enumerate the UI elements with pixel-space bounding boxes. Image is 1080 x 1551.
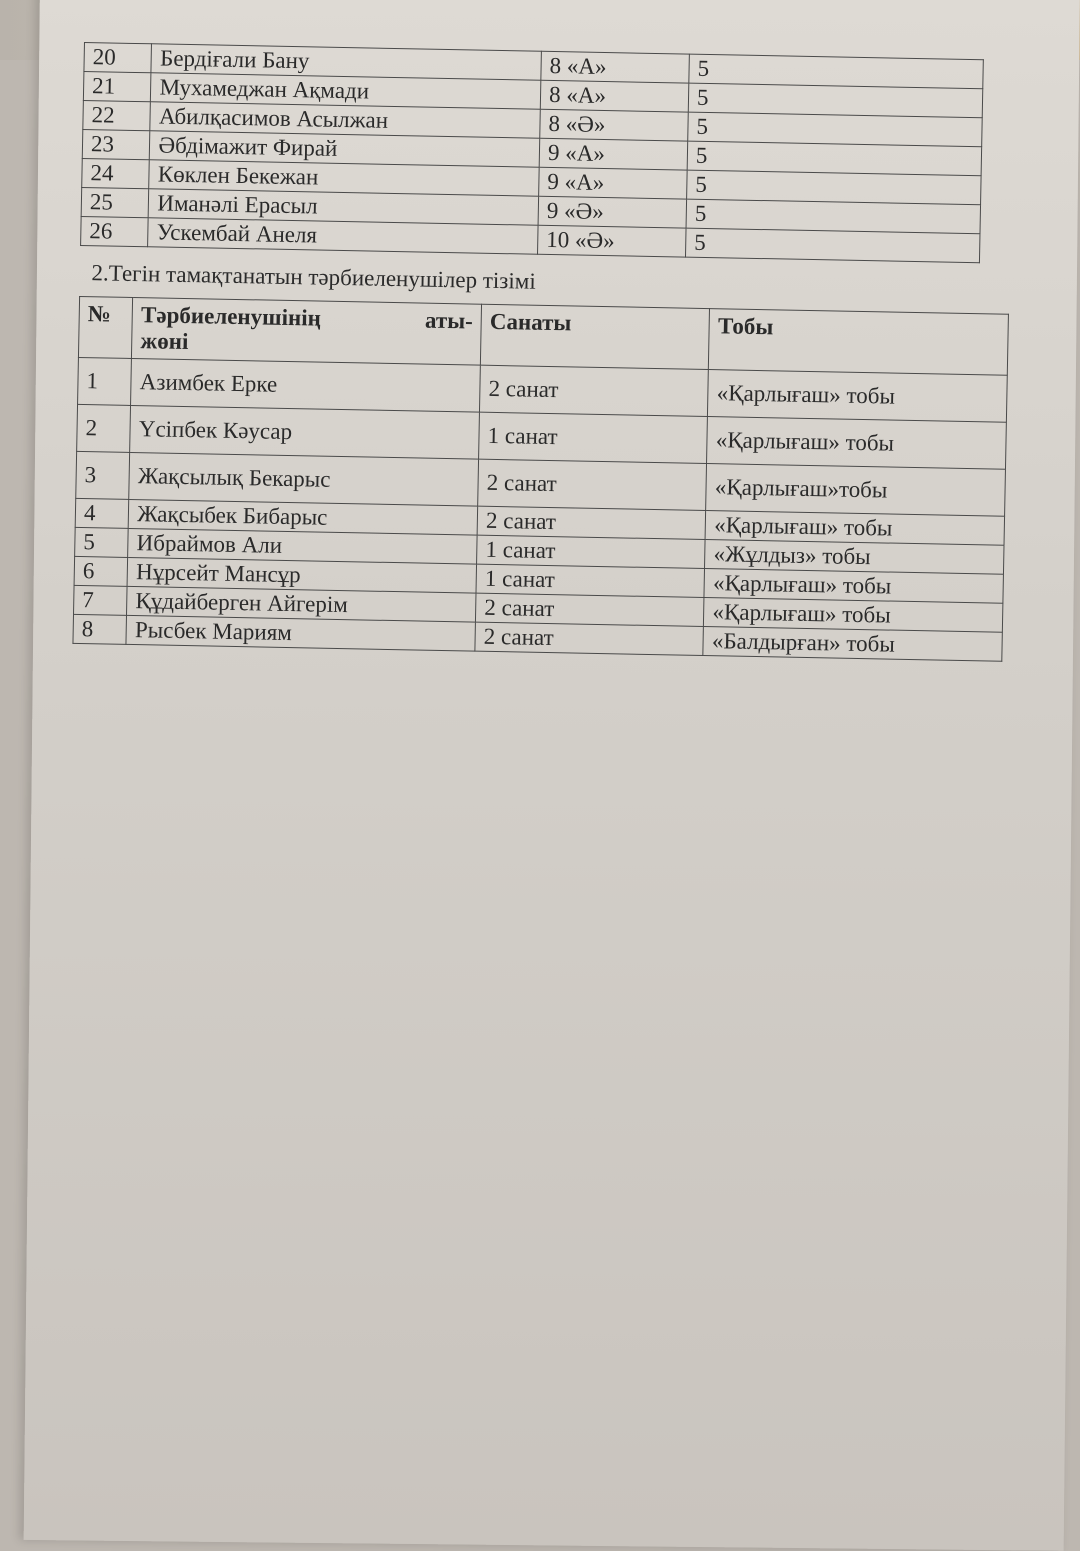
header-number: № — [78, 296, 132, 358]
row-number: 21 — [83, 72, 151, 102]
student-grade: 5 — [688, 83, 982, 118]
row-number: 2 — [77, 404, 131, 452]
child-group: «Қарлығаш» тобы — [704, 569, 1003, 604]
row-number: 3 — [76, 451, 130, 499]
student-name: Көклен Бекежан — [149, 160, 539, 196]
child-name: Нұрсейт Мансұр — [127, 557, 476, 593]
child-group: «Қарлығаш»тобы — [706, 464, 1005, 517]
child-group: «Қарлығаш» тобы — [705, 511, 1004, 546]
child-name: Жақсыбек Бибарыс — [128, 499, 477, 535]
row-number: 22 — [83, 100, 151, 130]
student-class: 9 «А» — [539, 167, 688, 199]
row-number: 25 — [81, 187, 149, 217]
row-number: 23 — [82, 129, 150, 159]
student-name: Ускембай Анеля — [148, 218, 538, 254]
header-group: Тобы — [709, 309, 1009, 376]
child-category: 2 санат — [478, 459, 707, 510]
child-category: 1 санат — [479, 412, 708, 463]
row-number: 4 — [75, 498, 129, 528]
section-title: 2.Тегін тамақтанатын тәрбиеленушілер тізімі — [91, 260, 536, 294]
child-name: Үсіпбек Кәусар — [130, 405, 480, 459]
header-name — [132, 297, 482, 365]
row-number: 8 — [73, 614, 127, 644]
header-name-part2: аты- — [424, 307, 474, 334]
child-category: 2 санат — [477, 506, 706, 539]
student-grade: 5 — [687, 170, 981, 205]
students-table — [80, 42, 984, 263]
student-grade: 5 — [687, 141, 981, 176]
child-category: 2 санат — [475, 622, 704, 655]
child-name: Азимбек Ерке — [131, 358, 481, 412]
header-category: Санаты — [481, 304, 710, 369]
student-name: Мухамеджан Ақмади — [151, 73, 541, 109]
student-class: 8 «Ә» — [540, 109, 689, 141]
row-number: 24 — [82, 158, 150, 188]
row-number: 5 — [75, 527, 129, 557]
row-number: 7 — [74, 585, 128, 615]
child-group: «Қарлығаш» тобы — [708, 370, 1007, 423]
student-grade: 5 — [685, 228, 979, 263]
child-category: 2 санат — [476, 593, 705, 626]
row-number: 1 — [78, 357, 132, 405]
header-name-part1: Тәрбиеленушінің — [140, 302, 322, 331]
student-grade: 5 — [686, 199, 980, 234]
child-category: 2 санат — [480, 365, 709, 416]
student-name: Иманәлі Ерасыл — [149, 189, 539, 225]
child-group: «Жұлдыз» тобы — [705, 540, 1004, 575]
student-class: 9 «А» — [539, 138, 688, 170]
child-category: 1 санат — [477, 535, 706, 568]
child-group: «Қарлығаш» тобы — [707, 417, 1006, 470]
child-name: Құдайберген Айгерім — [127, 586, 476, 622]
header-name-part3: жөні — [140, 328, 189, 355]
child-name: Рысбек Мариям — [126, 615, 475, 651]
free-meals-table — [72, 296, 1009, 662]
student-grade: 5 — [689, 54, 983, 89]
row-number: 20 — [84, 43, 152, 73]
row-number: 26 — [81, 216, 149, 246]
student-name: Бердіғали Бану — [151, 44, 541, 80]
student-class: 10 «Ә» — [538, 225, 687, 257]
student-name: Абилқасимов Асылжан — [150, 102, 540, 138]
child-name: Ибраймов Али — [128, 528, 477, 564]
student-class: 8 «А» — [540, 80, 689, 112]
row-number: 6 — [74, 556, 128, 586]
child-group: «Балдырған» тобы — [703, 627, 1002, 662]
student-class: 8 «А» — [541, 51, 690, 83]
child-category: 1 санат — [476, 564, 705, 597]
student-grade: 5 — [688, 112, 982, 147]
child-name: Жақсылық Бекарыс — [129, 452, 479, 506]
child-group: «Қарлығаш» тобы — [704, 598, 1003, 633]
student-class: 9 «Ә» — [538, 196, 687, 228]
document-content — [72, 42, 1023, 662]
student-name: Әбдімажит Фирай — [150, 131, 540, 167]
